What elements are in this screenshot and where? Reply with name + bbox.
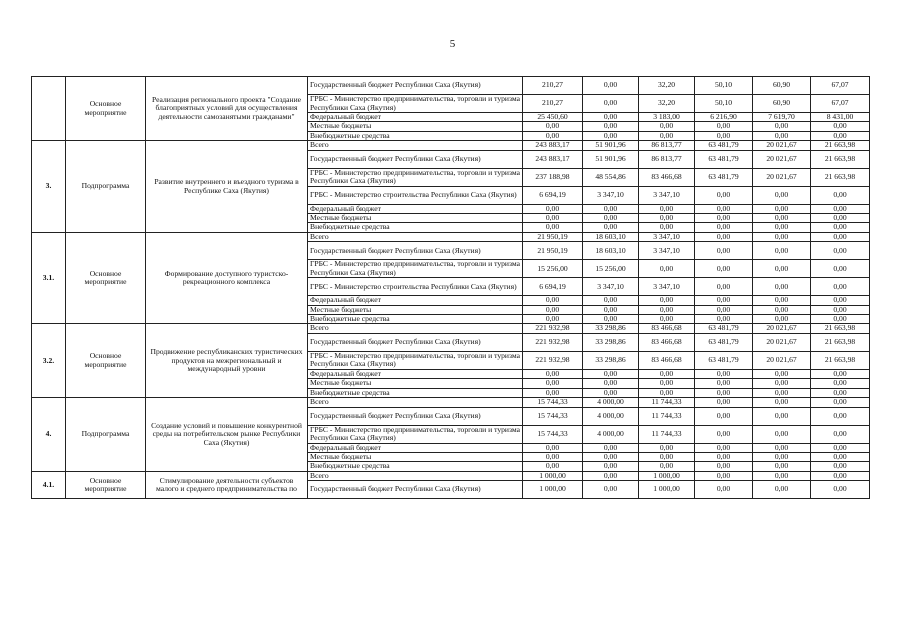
- amount-cell: 0,00: [695, 379, 753, 388]
- amount-cell: 83 466,68: [639, 333, 695, 351]
- amount-cell: 0,00: [811, 407, 870, 425]
- row-number: 3.2.: [32, 324, 66, 398]
- amount-cell: 60,90: [753, 77, 811, 95]
- funding-source: Федеральный бюджет: [308, 113, 523, 122]
- amount-cell: 7 619,70: [753, 113, 811, 122]
- amount-cell: 0,00: [583, 113, 639, 122]
- funding-source: Всего: [308, 232, 523, 241]
- amount-cell: 25 450,60: [523, 113, 583, 122]
- amount-cell: 0,00: [753, 379, 811, 388]
- amount-cell: 221 932,98: [523, 333, 583, 351]
- amount-cell: 18 603,10: [583, 232, 639, 241]
- row-type: Основное мероприятие: [66, 232, 146, 324]
- amount-cell: 0,00: [583, 95, 639, 113]
- amount-cell: 0,00: [639, 296, 695, 305]
- amount-cell: 8 431,00: [811, 113, 870, 122]
- amount-cell: 67,07: [811, 95, 870, 113]
- amount-cell: 0,00: [811, 242, 870, 260]
- amount-cell: 6 694,19: [523, 278, 583, 296]
- amount-cell: 0,00: [811, 443, 870, 452]
- amount-cell: 0,00: [811, 452, 870, 461]
- amount-cell: 237 188,98: [523, 168, 583, 186]
- funding-source: Местные бюджеты: [308, 452, 523, 461]
- amount-cell: 33 298,86: [583, 351, 639, 369]
- budget-table: [31, 76, 870, 499]
- amount-cell: 21 950,19: [523, 242, 583, 260]
- amount-cell: 0,00: [639, 388, 695, 397]
- amount-cell: 0,00: [811, 260, 870, 278]
- amount-cell: 0,00: [811, 278, 870, 296]
- funding-source: ГРБС - Министерство предпринимательства, торговли и туризма Республики Саха (Якутия): [308, 95, 523, 113]
- amount-cell: 48 554,86: [583, 168, 639, 186]
- row-type: Основное мероприятие: [66, 324, 146, 398]
- row-name: Стимулирование деятельности субъектов малого и среднего предпринимательства по: [146, 471, 308, 498]
- amount-cell: 0,00: [753, 242, 811, 260]
- amount-cell: 50,10: [695, 95, 753, 113]
- amount-cell: 0,00: [753, 296, 811, 305]
- amount-cell: 0,00: [523, 214, 583, 223]
- amount-cell: 0,00: [753, 443, 811, 452]
- amount-cell: 0,00: [639, 462, 695, 471]
- amount-cell: 63 481,79: [695, 351, 753, 369]
- amount-cell: 21 950,19: [523, 232, 583, 241]
- funding-source: Государственный бюджет Республики Саха (Якутия): [308, 77, 523, 95]
- amount-cell: 0,00: [583, 481, 639, 499]
- amount-cell: 0,00: [523, 315, 583, 324]
- amount-cell: 0,00: [695, 443, 753, 452]
- amount-cell: 20 021,67: [753, 324, 811, 333]
- funding-source: Государственный бюджет Республики Саха (Якутия): [308, 481, 523, 499]
- amount-cell: 11 744,33: [639, 407, 695, 425]
- amount-cell: 0,00: [523, 443, 583, 452]
- amount-cell: 0,00: [753, 131, 811, 140]
- funding-source: Государственный бюджет Республики Саха (Якутия): [308, 333, 523, 351]
- amount-cell: 3 347,10: [639, 278, 695, 296]
- amount-cell: 0,00: [753, 452, 811, 461]
- amount-cell: 3 347,10: [583, 278, 639, 296]
- row-name: Развитие внутреннего и въездного туризма в Республике Саха (Якутия): [146, 141, 308, 233]
- amount-cell: 15 744,33: [523, 398, 583, 407]
- row-type: Основное мероприятие: [66, 471, 146, 498]
- funding-source: Всего: [308, 398, 523, 407]
- amount-cell: 0,00: [695, 462, 753, 471]
- amount-cell: 0,00: [811, 214, 870, 223]
- amount-cell: 0,00: [811, 223, 870, 232]
- amount-cell: 0,00: [639, 223, 695, 232]
- amount-cell: 21 663,98: [811, 333, 870, 351]
- amount-cell: 21 663,98: [811, 150, 870, 168]
- amount-cell: 0,00: [753, 186, 811, 204]
- table-row: [32, 398, 870, 407]
- amount-cell: 0,00: [583, 131, 639, 140]
- amount-cell: 221 932,98: [523, 324, 583, 333]
- amount-cell: 1 000,00: [639, 471, 695, 480]
- amount-cell: 1 000,00: [523, 481, 583, 499]
- amount-cell: 0,00: [639, 131, 695, 140]
- funding-source: ГРБС - Министерство предпринимательства, торговли и туризма Республики Саха (Якутия): [308, 168, 523, 186]
- amount-cell: 0,00: [753, 407, 811, 425]
- amount-cell: 0,00: [523, 462, 583, 471]
- amount-cell: 0,00: [583, 369, 639, 378]
- table-row: [32, 232, 870, 241]
- amount-cell: 0,00: [583, 223, 639, 232]
- amount-cell: 0,00: [639, 369, 695, 378]
- funding-source: Местные бюджеты: [308, 214, 523, 223]
- amount-cell: 0,00: [695, 481, 753, 499]
- funding-source: ГРБС - Министерство предпринимательства, торговли и туризма Республики Саха (Якутия): [308, 425, 523, 443]
- amount-cell: 0,00: [811, 232, 870, 241]
- table-row: [32, 324, 870, 333]
- amount-cell: 0,00: [811, 131, 870, 140]
- funding-source: Местные бюджеты: [308, 305, 523, 314]
- amount-cell: 243 883,17: [523, 141, 583, 150]
- amount-cell: 86 813,77: [639, 141, 695, 150]
- amount-cell: 4 000,00: [583, 398, 639, 407]
- amount-cell: 0,00: [753, 122, 811, 131]
- funding-source: Государственный бюджет Республики Саха (Якутия): [308, 407, 523, 425]
- funding-source: Внебюджетные средства: [308, 223, 523, 232]
- amount-cell: 0,00: [753, 223, 811, 232]
- amount-cell: 20 021,67: [753, 141, 811, 150]
- amount-cell: 51 901,96: [583, 150, 639, 168]
- amount-cell: 3 183,00: [639, 113, 695, 122]
- amount-cell: 0,00: [695, 452, 753, 461]
- amount-cell: 0,00: [753, 369, 811, 378]
- amount-cell: 0,00: [523, 223, 583, 232]
- amount-cell: 221 932,98: [523, 351, 583, 369]
- amount-cell: 63 481,79: [695, 150, 753, 168]
- funding-source: Государственный бюджет Республики Саха (Якутия): [308, 150, 523, 168]
- amount-cell: 3 347,10: [639, 186, 695, 204]
- amount-cell: 0,00: [811, 379, 870, 388]
- table-row: [32, 77, 870, 95]
- amount-cell: 0,00: [695, 214, 753, 223]
- amount-cell: 15 256,00: [583, 260, 639, 278]
- amount-cell: 0,00: [811, 122, 870, 131]
- amount-cell: 83 466,68: [639, 324, 695, 333]
- amount-cell: 0,00: [583, 388, 639, 397]
- amount-cell: 20 021,67: [753, 351, 811, 369]
- amount-cell: 6 216,90: [695, 113, 753, 122]
- row-number: 4.: [32, 398, 66, 472]
- row-type: Подпрограмма: [66, 398, 146, 472]
- amount-cell: 3 347,10: [583, 186, 639, 204]
- table-row: [32, 471, 870, 480]
- amount-cell: 0,00: [695, 305, 753, 314]
- amount-cell: 0,00: [695, 315, 753, 324]
- row-type: Подпрограмма: [66, 141, 146, 233]
- amount-cell: 0,00: [695, 471, 753, 480]
- funding-source: Всего: [308, 471, 523, 480]
- funding-source: Внебюджетные средства: [308, 462, 523, 471]
- amount-cell: 0,00: [695, 131, 753, 140]
- amount-cell: 86 813,77: [639, 150, 695, 168]
- amount-cell: 15 744,33: [523, 407, 583, 425]
- amount-cell: 0,00: [695, 425, 753, 443]
- funding-source: Федеральный бюджет: [308, 204, 523, 213]
- amount-cell: 0,00: [695, 388, 753, 397]
- amount-cell: 0,00: [583, 77, 639, 95]
- funding-source: ГРБС - Министерство строительства Республики Саха (Якутия): [308, 186, 523, 204]
- amount-cell: 0,00: [695, 407, 753, 425]
- amount-cell: 0,00: [695, 398, 753, 407]
- amount-cell: 0,00: [811, 398, 870, 407]
- funding-source: Внебюджетные средства: [308, 388, 523, 397]
- amount-cell: 0,00: [523, 204, 583, 213]
- amount-cell: 0,00: [523, 369, 583, 378]
- funding-source: Федеральный бюджет: [308, 296, 523, 305]
- amount-cell: 51 901,96: [583, 141, 639, 150]
- amount-cell: 15 744,33: [523, 425, 583, 443]
- amount-cell: 21 663,98: [811, 168, 870, 186]
- amount-cell: 1 000,00: [639, 481, 695, 499]
- row-name: Продвижение республиканских туристических продуктов на межрегиональный и международный уровни: [146, 324, 308, 398]
- amount-cell: 63 481,79: [695, 324, 753, 333]
- amount-cell: 0,00: [753, 204, 811, 213]
- funding-source: Внебюджетные средства: [308, 315, 523, 324]
- amount-cell: 11 744,33: [639, 398, 695, 407]
- amount-cell: 0,00: [753, 260, 811, 278]
- amount-cell: 0,00: [753, 425, 811, 443]
- amount-cell: 20 021,67: [753, 168, 811, 186]
- row-number: 4.1.: [32, 471, 66, 498]
- page-number: 5: [449, 38, 456, 50]
- amount-cell: 0,00: [583, 379, 639, 388]
- funding-source: Всего: [308, 141, 523, 150]
- amount-cell: 0,00: [811, 315, 870, 324]
- amount-cell: 0,00: [523, 131, 583, 140]
- amount-cell: 0,00: [695, 369, 753, 378]
- amount-cell: 15 256,00: [523, 260, 583, 278]
- amount-cell: 0,00: [695, 260, 753, 278]
- amount-cell: 20 021,67: [753, 150, 811, 168]
- funding-source: Местные бюджеты: [308, 379, 523, 388]
- table-row: [32, 141, 870, 150]
- amount-cell: 0,00: [583, 296, 639, 305]
- amount-cell: 0,00: [695, 186, 753, 204]
- amount-cell: 83 466,68: [639, 351, 695, 369]
- amount-cell: 210,27: [523, 77, 583, 95]
- amount-cell: 20 021,67: [753, 333, 811, 351]
- amount-cell: 0,00: [523, 388, 583, 397]
- amount-cell: 11 744,33: [639, 425, 695, 443]
- amount-cell: 0,00: [811, 369, 870, 378]
- amount-cell: 0,00: [583, 462, 639, 471]
- amount-cell: 0,00: [753, 471, 811, 480]
- funding-source: ГРБС - Министерство предпринимательства, торговли и туризма Республики Саха (Якутия): [308, 260, 523, 278]
- amount-cell: 0,00: [583, 315, 639, 324]
- amount-cell: 83 466,68: [639, 168, 695, 186]
- amount-cell: 0,00: [639, 315, 695, 324]
- amount-cell: 0,00: [583, 204, 639, 213]
- funding-source: ГРБС - Министерство предпринимательства, торговли и туризма Республики Саха (Якутия): [308, 351, 523, 369]
- amount-cell: 0,00: [583, 471, 639, 480]
- amount-cell: 0,00: [695, 296, 753, 305]
- amount-cell: 0,00: [583, 122, 639, 131]
- amount-cell: 32,20: [639, 95, 695, 113]
- amount-cell: 0,00: [753, 462, 811, 471]
- amount-cell: 0,00: [583, 305, 639, 314]
- amount-cell: 0,00: [753, 278, 811, 296]
- amount-cell: 0,00: [583, 452, 639, 461]
- amount-cell: 0,00: [639, 379, 695, 388]
- amount-cell: 0,00: [811, 296, 870, 305]
- amount-cell: 0,00: [639, 214, 695, 223]
- amount-cell: 0,00: [695, 278, 753, 296]
- amount-cell: 21 663,98: [811, 141, 870, 150]
- amount-cell: 33 298,86: [583, 324, 639, 333]
- funding-source: Всего: [308, 324, 523, 333]
- row-name: Реализация регионального проекта "Создание благоприятных условий для осуществления деятельности самозанятыми гражданами": [146, 77, 308, 141]
- amount-cell: 0,00: [639, 443, 695, 452]
- amount-cell: 0,00: [811, 481, 870, 499]
- amount-cell: 0,00: [639, 305, 695, 314]
- amount-cell: 0,00: [811, 471, 870, 480]
- amount-cell: 0,00: [811, 425, 870, 443]
- amount-cell: 0,00: [695, 204, 753, 213]
- amount-cell: 0,00: [811, 186, 870, 204]
- amount-cell: 60,90: [753, 95, 811, 113]
- funding-source: Федеральный бюджет: [308, 443, 523, 452]
- funding-source: ГРБС - Министерство строительства Республики Саха (Якутия): [308, 278, 523, 296]
- row-number: 3.: [32, 141, 66, 233]
- amount-cell: 0,00: [695, 223, 753, 232]
- amount-cell: 0,00: [695, 242, 753, 260]
- amount-cell: 63 481,79: [695, 333, 753, 351]
- amount-cell: 0,00: [753, 315, 811, 324]
- amount-cell: 67,07: [811, 77, 870, 95]
- row-number: 3.1.: [32, 232, 66, 324]
- amount-cell: 210,27: [523, 95, 583, 113]
- amount-cell: 0,00: [523, 452, 583, 461]
- amount-cell: 0,00: [639, 260, 695, 278]
- amount-cell: 0,00: [523, 305, 583, 314]
- amount-cell: 6 694,19: [523, 186, 583, 204]
- amount-cell: 3 347,10: [639, 232, 695, 241]
- amount-cell: 0,00: [523, 296, 583, 305]
- amount-cell: 0,00: [523, 122, 583, 131]
- amount-cell: 0,00: [639, 452, 695, 461]
- funding-source: Местные бюджеты: [308, 122, 523, 131]
- funding-source: Федеральный бюджет: [308, 369, 523, 378]
- amount-cell: 0,00: [753, 305, 811, 314]
- amount-cell: 63 481,79: [695, 168, 753, 186]
- amount-cell: 0,00: [811, 388, 870, 397]
- amount-cell: 0,00: [753, 232, 811, 241]
- amount-cell: 0,00: [811, 204, 870, 213]
- row-name: Формирование доступного туристско-рекреационного комплекса: [146, 232, 308, 324]
- amount-cell: 0,00: [811, 305, 870, 314]
- amount-cell: 3 347,10: [639, 242, 695, 260]
- funding-source: Государственный бюджет Республики Саха (Якутия): [308, 242, 523, 260]
- amount-cell: 18 603,10: [583, 242, 639, 260]
- amount-cell: 0,00: [695, 232, 753, 241]
- amount-cell: 0,00: [523, 379, 583, 388]
- amount-cell: 63 481,79: [695, 141, 753, 150]
- amount-cell: 21 663,98: [811, 324, 870, 333]
- row-number: [32, 77, 66, 141]
- amount-cell: 32,20: [639, 77, 695, 95]
- amount-cell: 0,00: [753, 214, 811, 223]
- amount-cell: 0,00: [753, 398, 811, 407]
- amount-cell: 0,00: [811, 462, 870, 471]
- amount-cell: 0,00: [753, 481, 811, 499]
- amount-cell: 4 000,00: [583, 425, 639, 443]
- amount-cell: 243 883,17: [523, 150, 583, 168]
- amount-cell: 0,00: [583, 443, 639, 452]
- amount-cell: 50,10: [695, 77, 753, 95]
- amount-cell: 4 000,00: [583, 407, 639, 425]
- amount-cell: 0,00: [695, 122, 753, 131]
- row-type: Основное мероприятие: [66, 77, 146, 141]
- row-name: Создание условий и повышение конкурентной среды на потребительском рынке Республики Саха (Якутия): [146, 398, 308, 472]
- amount-cell: 0,00: [753, 388, 811, 397]
- amount-cell: 0,00: [639, 122, 695, 131]
- amount-cell: 1 000,00: [523, 471, 583, 480]
- funding-source: Внебюджетные средства: [308, 131, 523, 140]
- amount-cell: 0,00: [639, 204, 695, 213]
- amount-cell: 33 298,86: [583, 333, 639, 351]
- amount-cell: 0,00: [583, 214, 639, 223]
- amount-cell: 21 663,98: [811, 351, 870, 369]
